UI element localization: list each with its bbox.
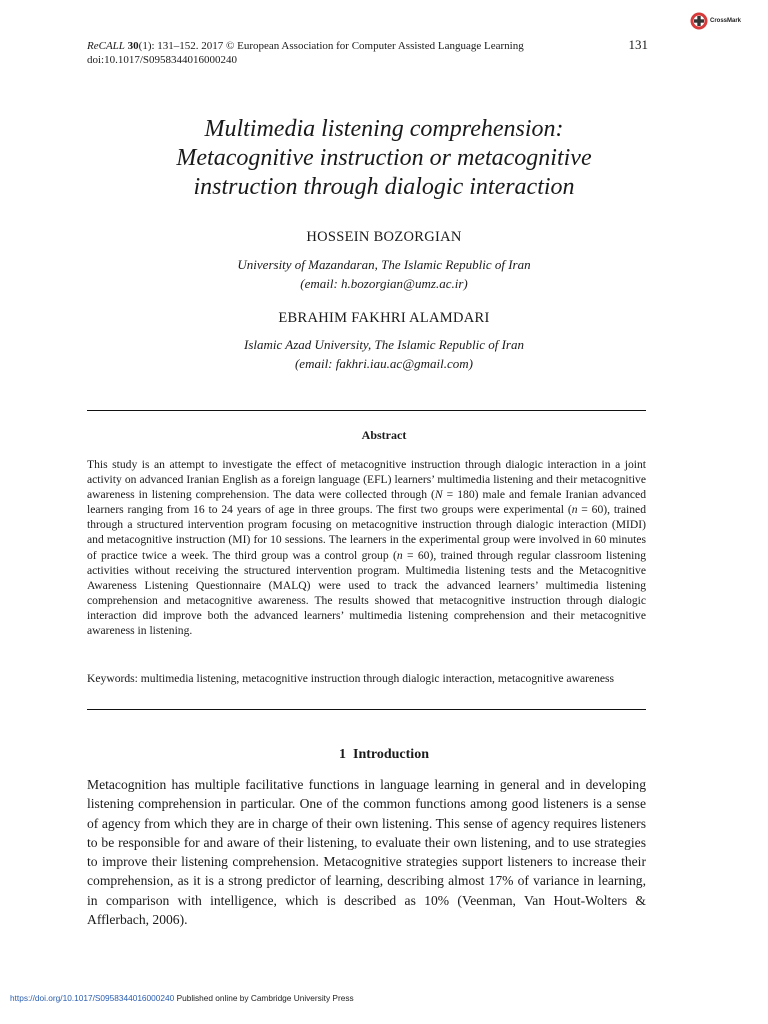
abstract-text: This study is an attempt to investigate the effect of metacognitive instruction through dialogic interaction in a joint activity on advanced Iranian English as a foreign language (EFL) learners’ multimedia listening and their metacognitive awareness in listening comprehension. The data were collected through (: [87, 458, 646, 502]
abstract-heading: Abstract: [361, 428, 407, 442]
abstract-text: = 60), trained through regular classroom listening activities without receiving the structured intervention program. Multimedia listening tests and the Metacognitive Awareness Listening Questionnaire (MALQ) were used to track the advanced learners’ multimedia listening comprehension and metacognitive awareness. The results showed that metacognitive instruction through dialogic interaction did improve both the advanced learners’ multimedia listening comprehension and their metacognitive awareness in listening.: [87, 548, 646, 638]
section-title: Introduction: [353, 747, 429, 762]
abstract-var: N: [434, 488, 443, 502]
citation-line: [87, 40, 524, 53]
abstract-text: = 180) male and female Iranian advanced learners ranging from 16 to 24 years of age in three groups. The first two groups were experimental (: [87, 488, 646, 517]
author-name: EBRAHIM FAKHRI ALAMDARI: [278, 310, 490, 326]
paper-title: [0, 115, 768, 202]
title-line-1: Multimedia listening comprehension:: [204, 116, 564, 142]
keywords: Keywords: multimedia listening, metacognitive instruction through dialogic interaction, metacognitive awareness: [87, 672, 615, 685]
section-number: 1: [339, 747, 346, 762]
title-line-2: Metacognitive instruction or metacognitive: [176, 145, 592, 171]
abstract-text: = 60), trained through a structured intervention program focusing on metacognitive instruction through dialogic interaction (MIDI) and metacognitive instruction (MI) for 10 sessions. The learners in the experimental group were involved in 60 minutes of practice twice a week. The third group was a control group (: [87, 503, 647, 562]
author-name: HOSSEIN BOZORGIAN: [306, 229, 462, 245]
crossmark-label: CrossMark: [710, 18, 742, 24]
author-affiliation: Islamic Azad University, The Islamic Republic of Iran: [244, 337, 524, 352]
journal-volume: 30: [127, 40, 139, 52]
author-email: (email: h.bozorgian@umz.ac.ir): [300, 276, 468, 291]
author-affiliation: University of Mazandaran, The Islamic Republic of Iran: [237, 257, 531, 272]
abstract-bottom-rule: [87, 709, 646, 710]
publisher-note: Published online by Cambridge University Press: [176, 993, 354, 1003]
section-heading: [0, 747, 768, 763]
abstract-var: n: [396, 548, 403, 562]
header-doi: doi:10.1017/S0958344016000240: [87, 54, 238, 66]
author-email: (email: fakhri.iau.ac@gmail.com): [294, 356, 474, 371]
title-line-3: instruction through dialogic interaction: [193, 174, 575, 200]
doi-link[interactable]: https://doi.org/10.1017/S0958344016000240: [10, 993, 175, 1003]
issue-pages-year: (1): 131–152. 2017 © European Association for Computer Assisted Language Learning: [138, 40, 524, 52]
abstract-body: [87, 457, 646, 638]
page-number: 131: [628, 37, 648, 52]
footer: [10, 993, 354, 1003]
crossmark-badge[interactable]: [690, 12, 741, 30]
abstract-var: n: [571, 503, 578, 517]
abstract-top-rule: [87, 410, 646, 411]
crossmark-icon: [690, 12, 708, 30]
journal-name: ReCALL: [87, 40, 125, 52]
introduction-body: Metacognition has multiple facilitative functions in language learning in general and in developing listening comprehension in particular. One of the common functions among good listeners is a sense of agency from which they are in charge of their own listening. This sense of agency requires listeners to be responsible for and aware of their listening, to evaluate their own listening, and to use strategies to improve their listening comprehension. Metacognitive strategies support listeners to increase their comprehension, as it is a strong predictor of learning, describing almost 17% of variance in learning, in comparison with intelligence, which is described as 10% (Veenman, Van Hout-Wolters & Afflerbach, 2006).: [87, 777, 646, 928]
